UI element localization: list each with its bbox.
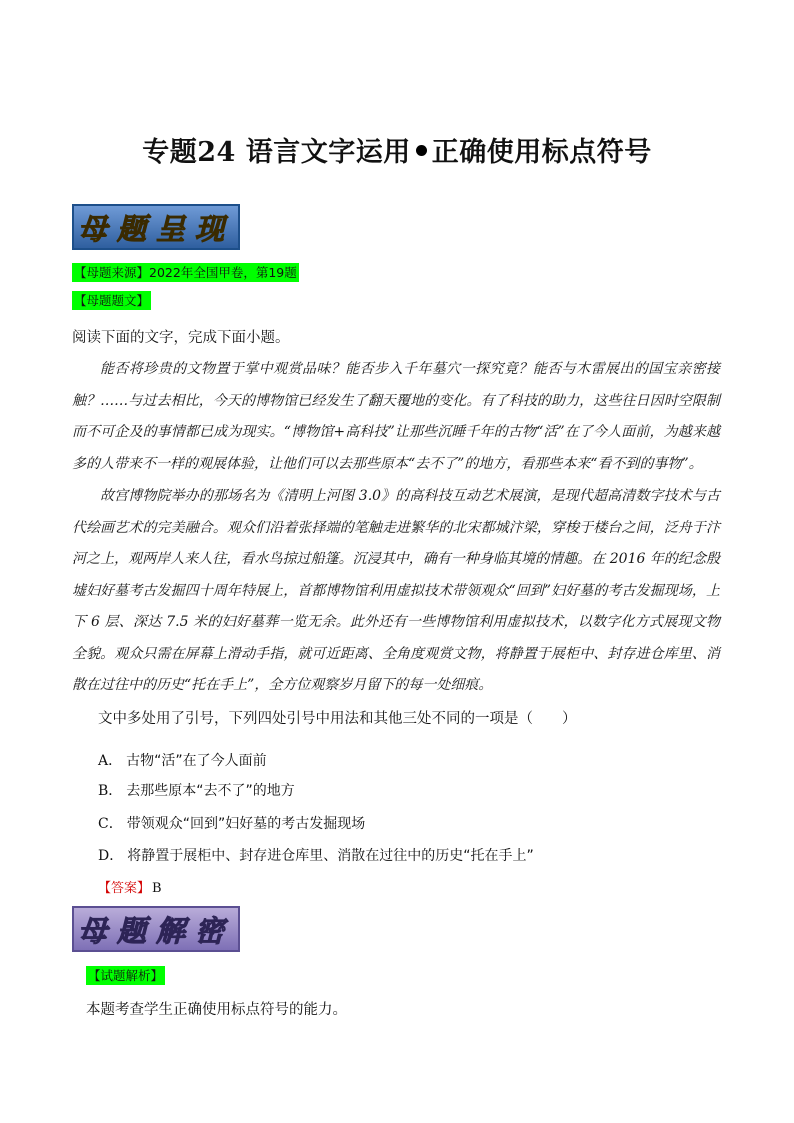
answer-label: 【答案】 — [98, 881, 151, 896]
option-letter: B． — [98, 783, 123, 799]
question-text-tag: 【母题题文】 — [74, 293, 150, 308]
option-d — [98, 845, 534, 865]
source-num: 19 — [268, 265, 285, 280]
option-letter: C． — [98, 816, 123, 832]
analysis-tag: 【试题解析】 — [88, 968, 164, 983]
title-part2: 正确使用标点符号 — [431, 137, 652, 168]
option-text: 去那些原本“去不了”的地方 — [126, 783, 295, 799]
passage-paragraph-2 — [72, 481, 720, 702]
banner-mother-question — [72, 204, 240, 250]
option-text: 带领观众“回到”妇好墓的考古发掘现场 — [126, 816, 366, 832]
analysis-text: 本题考查学生正确使用标点符号的能力。 — [86, 1002, 347, 1018]
banner-text: 母题呈现 — [77, 211, 234, 246]
option-b — [98, 780, 295, 800]
lead-instruction: 阅读下面的文字，完成下面小题。 — [72, 330, 290, 346]
question-stem: 文中多处用了引号，下列四处引号中用法和其他三处不同的一项是（ ） — [98, 711, 577, 727]
answer-line — [98, 877, 162, 896]
option-c — [98, 813, 365, 833]
source-end: 题 — [284, 265, 297, 280]
answer-value: B — [152, 881, 162, 896]
page-title — [0, 130, 794, 169]
option-text: 古物“活”在了今人面前 — [126, 753, 267, 769]
option-letter: D． — [98, 848, 124, 864]
option-text: 将静置于展柜中、封存进仓库里、消散在过往中的历史“托在手上” — [127, 848, 534, 864]
title-part1: 专题24 语言文字运用 — [142, 137, 411, 168]
banner-mother-analysis — [72, 906, 240, 952]
passage-paragraph-1 — [72, 354, 720, 480]
paragraph-text: 能否将珍贵的文物置于掌中观赏品味？能否步入千年墓穴一探究竟？能否与木雷展出的国宝亲密接触？……与过去相比，今天的博物馆已经发生了翻天覆地的变化。有了科技的助力，这些往日因时空限制而不可企及的事情都已成为现实。“博物馆+高科技”让那些沉睡千年的古物“活”在了今人面前，为越来越多的人带来不一样的观展体验，让他们可以去那些原本“去不了”的地方，看那些本来“看不到的事物”。 — [72, 361, 720, 472]
banner-text: 母题解密 — [77, 913, 234, 948]
source-year: 2022 — [149, 265, 181, 280]
source-tag — [72, 263, 299, 282]
paragraph-text: 故宫博物院举办的那场名为《清明上河图 3.0》的高科技互动艺术展演，是现代超高清数字技术与古代绘画艺术的完美融合。观众们沿着张择端的笔触走进繁华的北宋都城汴梁，穿梭于楼台之间，泛舟于汴河之上，观两岸人来人往，看水鸟掠过船篷。沉浸其中，确有一种身临其境的情趣。在 2016 年的纪念殷墟妇好墓考古发掘四十周年特展上，首都博物馆利用虚拟技术带领观众“回到”妇好墓的考古发掘现场，上下 6 层、深达 7.5 米的妇好墓葬一览无余。此外还有一些博物馆利用虚拟技术，以数字化方式展现文物全貌。观众只需在屏幕上滑动手指，就可近距离、全角度观赏文物，将静置于展柜中、封存进仓库里、消散在过往中的历史“托在手上”，全方位观察岁月留下的每一处细痕。 — [72, 488, 720, 693]
option-letter: A． — [98, 753, 123, 769]
bullet-dot-icon — [416, 145, 427, 156]
source-label: 【母题来源】 — [74, 265, 150, 280]
option-a — [98, 750, 267, 770]
source-mid: 年全国甲卷，第 — [180, 265, 269, 280]
